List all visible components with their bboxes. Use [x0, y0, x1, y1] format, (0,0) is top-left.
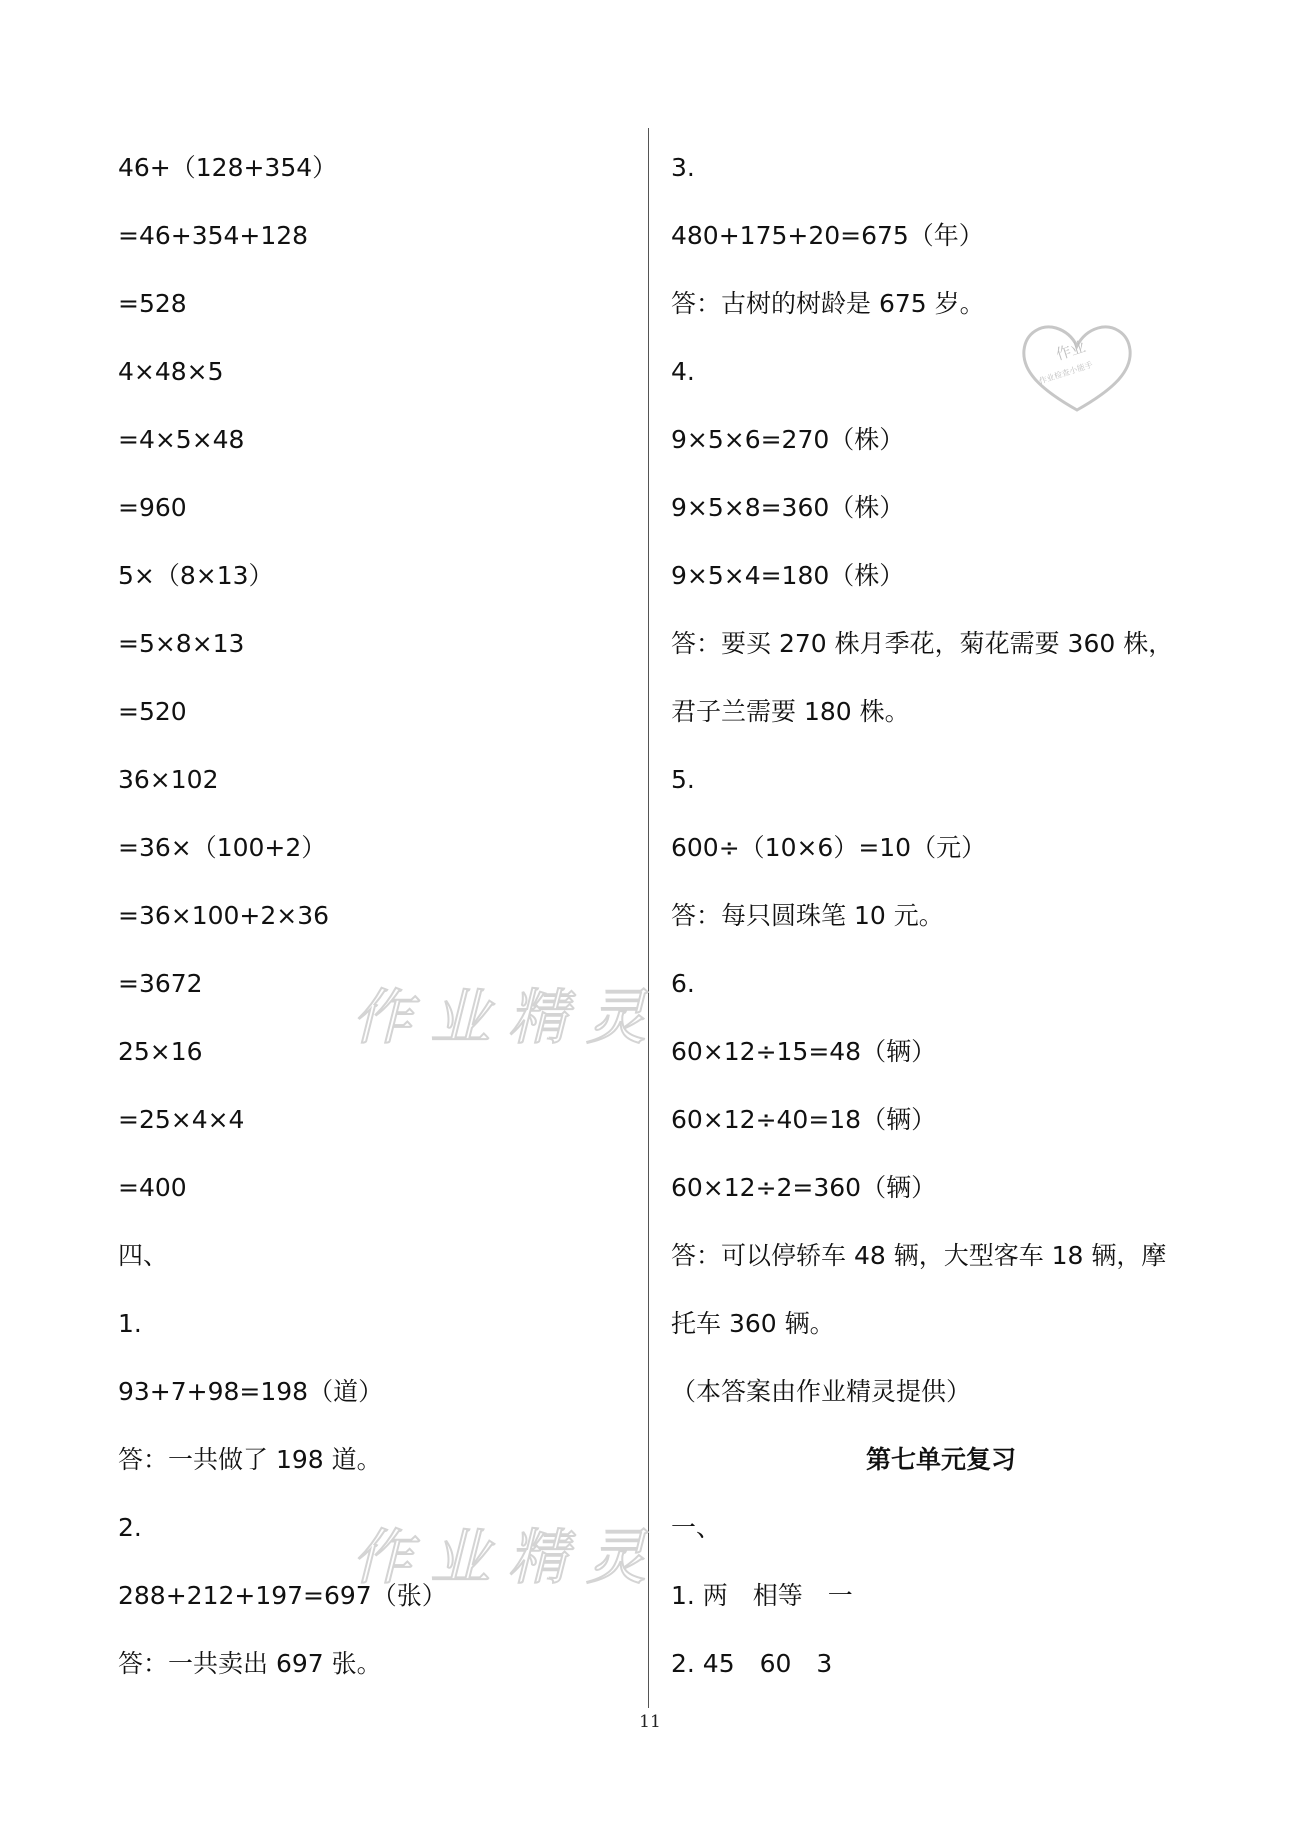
- left-line: =4×5×48: [118, 425, 245, 454]
- stamp-title: 作业: [1053, 337, 1088, 364]
- right-line: 60×12÷15=48（辆）: [671, 1037, 937, 1066]
- question-number: 3.: [671, 153, 695, 182]
- answer-line: 托车 360 辆。: [671, 1309, 835, 1338]
- answer-line: 答：古树的树龄是 675 岁。: [671, 289, 985, 318]
- question-number: 2.: [118, 1513, 142, 1542]
- source-note: （本答案由作业精灵提供）: [671, 1377, 972, 1406]
- watermark: 作业精灵: [352, 983, 664, 1053]
- left-line: 25×16: [118, 1037, 203, 1066]
- left-line: =36×100+2×36: [118, 901, 330, 930]
- left-line: 5×（8×13）: [118, 561, 274, 590]
- stamp-logo: [1018, 318, 1136, 416]
- watermark: 作业精灵: [352, 1523, 664, 1593]
- unit-title: 第七单元复习: [865, 1445, 1016, 1474]
- left-line: =960: [118, 493, 187, 522]
- left-line: =46+354+128: [118, 221, 309, 250]
- right-line: 480+175+20=675（年）: [671, 221, 984, 250]
- question-number: 4.: [671, 357, 695, 386]
- left-line: 288+212+197=697（张）: [118, 1581, 447, 1610]
- section-heading: 一、: [671, 1513, 722, 1542]
- stamp-subtitle: 作业检查小能手: [1037, 360, 1094, 386]
- answer-line: 答：可以停轿车 48 辆，大型客车 18 辆，摩: [671, 1241, 1167, 1270]
- page-number: 11: [639, 1712, 661, 1732]
- right-line: 9×5×8=360（株）: [671, 493, 905, 522]
- answer-line: 答：一共做了 198 道。: [118, 1445, 382, 1474]
- answer-line: 答：一共卖出 697 张。: [118, 1649, 382, 1678]
- left-line: 36×102: [118, 765, 219, 794]
- left-column: [118, 145, 628, 1709]
- question-number: 6.: [671, 969, 695, 998]
- answer-line: 答：每只圆珠笔 10 元。: [671, 901, 944, 930]
- left-line: 4×48×5: [118, 357, 224, 386]
- right-line: 1. 两 相等 一: [671, 1581, 853, 1610]
- right-line: 9×5×4=180（株）: [671, 561, 905, 590]
- right-line: 2. 45 60 3: [671, 1649, 833, 1678]
- question-number: 5.: [671, 765, 695, 794]
- left-line: =25×4×4: [118, 1105, 245, 1134]
- right-line: 60×12÷2=360（辆）: [671, 1173, 937, 1202]
- left-line: =3672: [118, 969, 203, 998]
- answer-line: 君子兰需要 180 株。: [671, 697, 910, 726]
- right-line: 60×12÷40=18（辆）: [671, 1105, 937, 1134]
- column-divider: [648, 128, 649, 1708]
- answer-line: 答：要买 270 株月季花，菊花需要 360 株，: [671, 629, 1174, 658]
- section-heading: 四、: [118, 1241, 169, 1270]
- left-line: 93+7+98=198（道）: [118, 1377, 384, 1406]
- right-line: 9×5×6=270（株）: [671, 425, 905, 454]
- left-line: =400: [118, 1173, 187, 1202]
- heart-stamp-icon: [1018, 318, 1136, 416]
- left-line: 46+（128+354）: [118, 153, 338, 182]
- left-line: =36×（100+2）: [118, 833, 327, 862]
- left-line: =528: [118, 289, 187, 318]
- left-line: =520: [118, 697, 187, 726]
- left-line: =5×8×13: [118, 629, 245, 658]
- question-number: 1.: [118, 1309, 142, 1338]
- right-line: 600÷（10×6）=10（元）: [671, 833, 987, 862]
